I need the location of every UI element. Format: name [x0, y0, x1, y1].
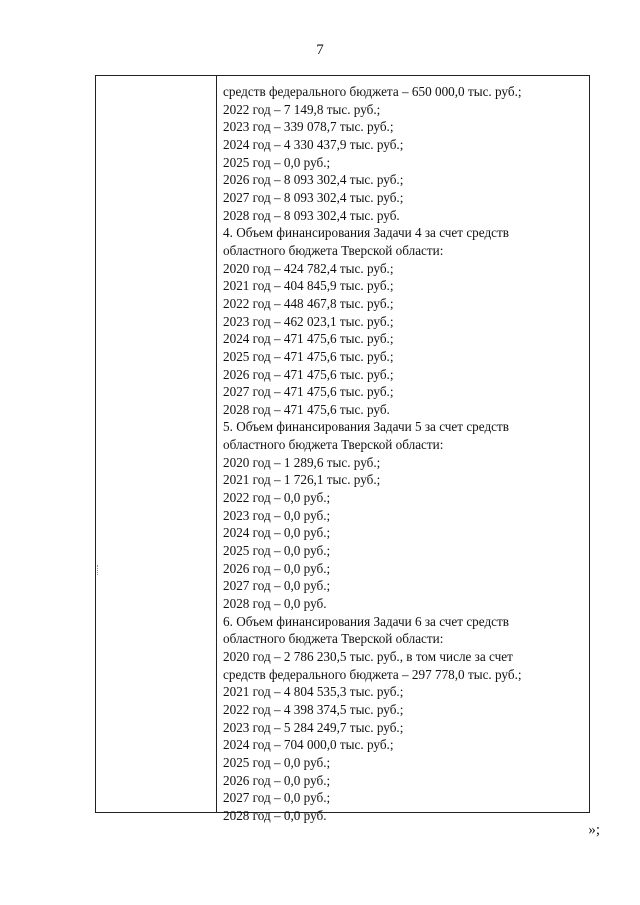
text-line: 2027 год – 0,0 руб.;: [223, 790, 331, 806]
text-line: 2025 год – 471 475,6 тыс. руб.;: [223, 348, 394, 364]
text-line: областного бюджета Тверской области:: [223, 437, 444, 453]
table-left-column: [96, 76, 217, 812]
text-line: 2028 год – 0,0 руб.: [223, 807, 327, 823]
text-line: 2027 год – 0,0 руб.;: [223, 578, 331, 594]
text-line: 2024 год – 0,0 руб.;: [223, 525, 331, 541]
text-line: 2028 год – 0,0 руб.: [223, 596, 327, 612]
text-line: 2024 год – 471 475,6 тыс. руб.;: [223, 331, 394, 347]
text-line: 2025 год – 0,0 руб.;: [223, 754, 331, 770]
text-line: 2021 год – 4 804 535,3 тыс. руб.;: [223, 684, 404, 700]
funding-table: [95, 75, 590, 823]
closing-quote: »;: [588, 822, 600, 838]
text-line: 2026 год – 0,0 руб.;: [223, 560, 331, 576]
text-line: 2023 год – 0,0 руб.;: [223, 507, 331, 523]
text-line: 2022 год – 4 398 374,5 тыс. руб.;: [223, 701, 404, 717]
scan-mark: [97, 565, 100, 575]
text-line: 5. Объем финансирования Задачи 5 за счет средств: [223, 419, 510, 435]
text-line: 2023 год – 339 078,7 тыс. руб.;: [223, 119, 394, 135]
text-line: 6. Объем финансирования Задачи 6 за счет средств: [223, 613, 510, 629]
text-line: 2028 год – 8 093 302,4 тыс. руб.: [223, 207, 400, 223]
page-number: 7: [316, 42, 324, 58]
text-line: областного бюджета Тверской области:: [223, 631, 444, 647]
text-line: 2026 год – 0,0 руб.;: [223, 772, 331, 788]
text-line: 2025 год – 0,0 руб.;: [223, 543, 331, 559]
text-line: 2028 год – 471 475,6 тыс. руб.: [223, 401, 390, 417]
text-line: 2020 год – 2 786 230,5 тыс. руб., в том числе за счет: [223, 649, 513, 664]
text-line: 2027 год – 8 093 302,4 тыс. руб.;: [223, 189, 404, 205]
text-line: 2020 год – 424 782,4 тыс. руб.;: [223, 260, 394, 276]
text-line: 2026 год – 471 475,6 тыс. руб.;: [223, 366, 394, 382]
text-line: 2027 год – 471 475,6 тыс. руб.;: [223, 384, 394, 400]
table-right-column: [217, 76, 589, 823]
text-line: 2024 год – 4 330 437,9 тыс. руб.;: [223, 136, 404, 152]
text-line: 2024 год – 704 000,0 тыс. руб.;: [223, 737, 394, 753]
text-line: средств федерального бюджета – 650 000,0 тыс. руб.;: [223, 84, 522, 99]
text-line: 2021 год – 404 845,9 тыс. руб.;: [223, 278, 394, 294]
text-line: 2023 год – 5 284 249,7 тыс. руб.;: [223, 719, 404, 735]
text-line: 2025 год – 0,0 руб.;: [223, 154, 331, 170]
text-line: 2026 год – 8 093 302,4 тыс. руб.;: [223, 172, 404, 188]
text-line: 2022 год – 7 149,8 тыс. руб.;: [223, 101, 381, 117]
text-line: 4. Объем финансирования Задачи 4 за счет средств: [223, 225, 510, 241]
text-line: областного бюджета Тверской области:: [223, 242, 444, 258]
text-line: 2021 год – 1 726,1 тыс. руб.;: [223, 472, 381, 488]
text-line: 2022 год – 448 467,8 тыс. руб.;: [223, 295, 394, 311]
text-line: 2020 год – 1 289,6 тыс. руб.;: [223, 454, 381, 470]
text-line: средств федерального бюджета – 297 778,0 тыс. руб.;: [223, 666, 522, 682]
text-line: 2022 год – 0,0 руб.;: [223, 490, 331, 506]
text-line: 2023 год – 462 023,1 тыс. руб.;: [223, 313, 394, 329]
